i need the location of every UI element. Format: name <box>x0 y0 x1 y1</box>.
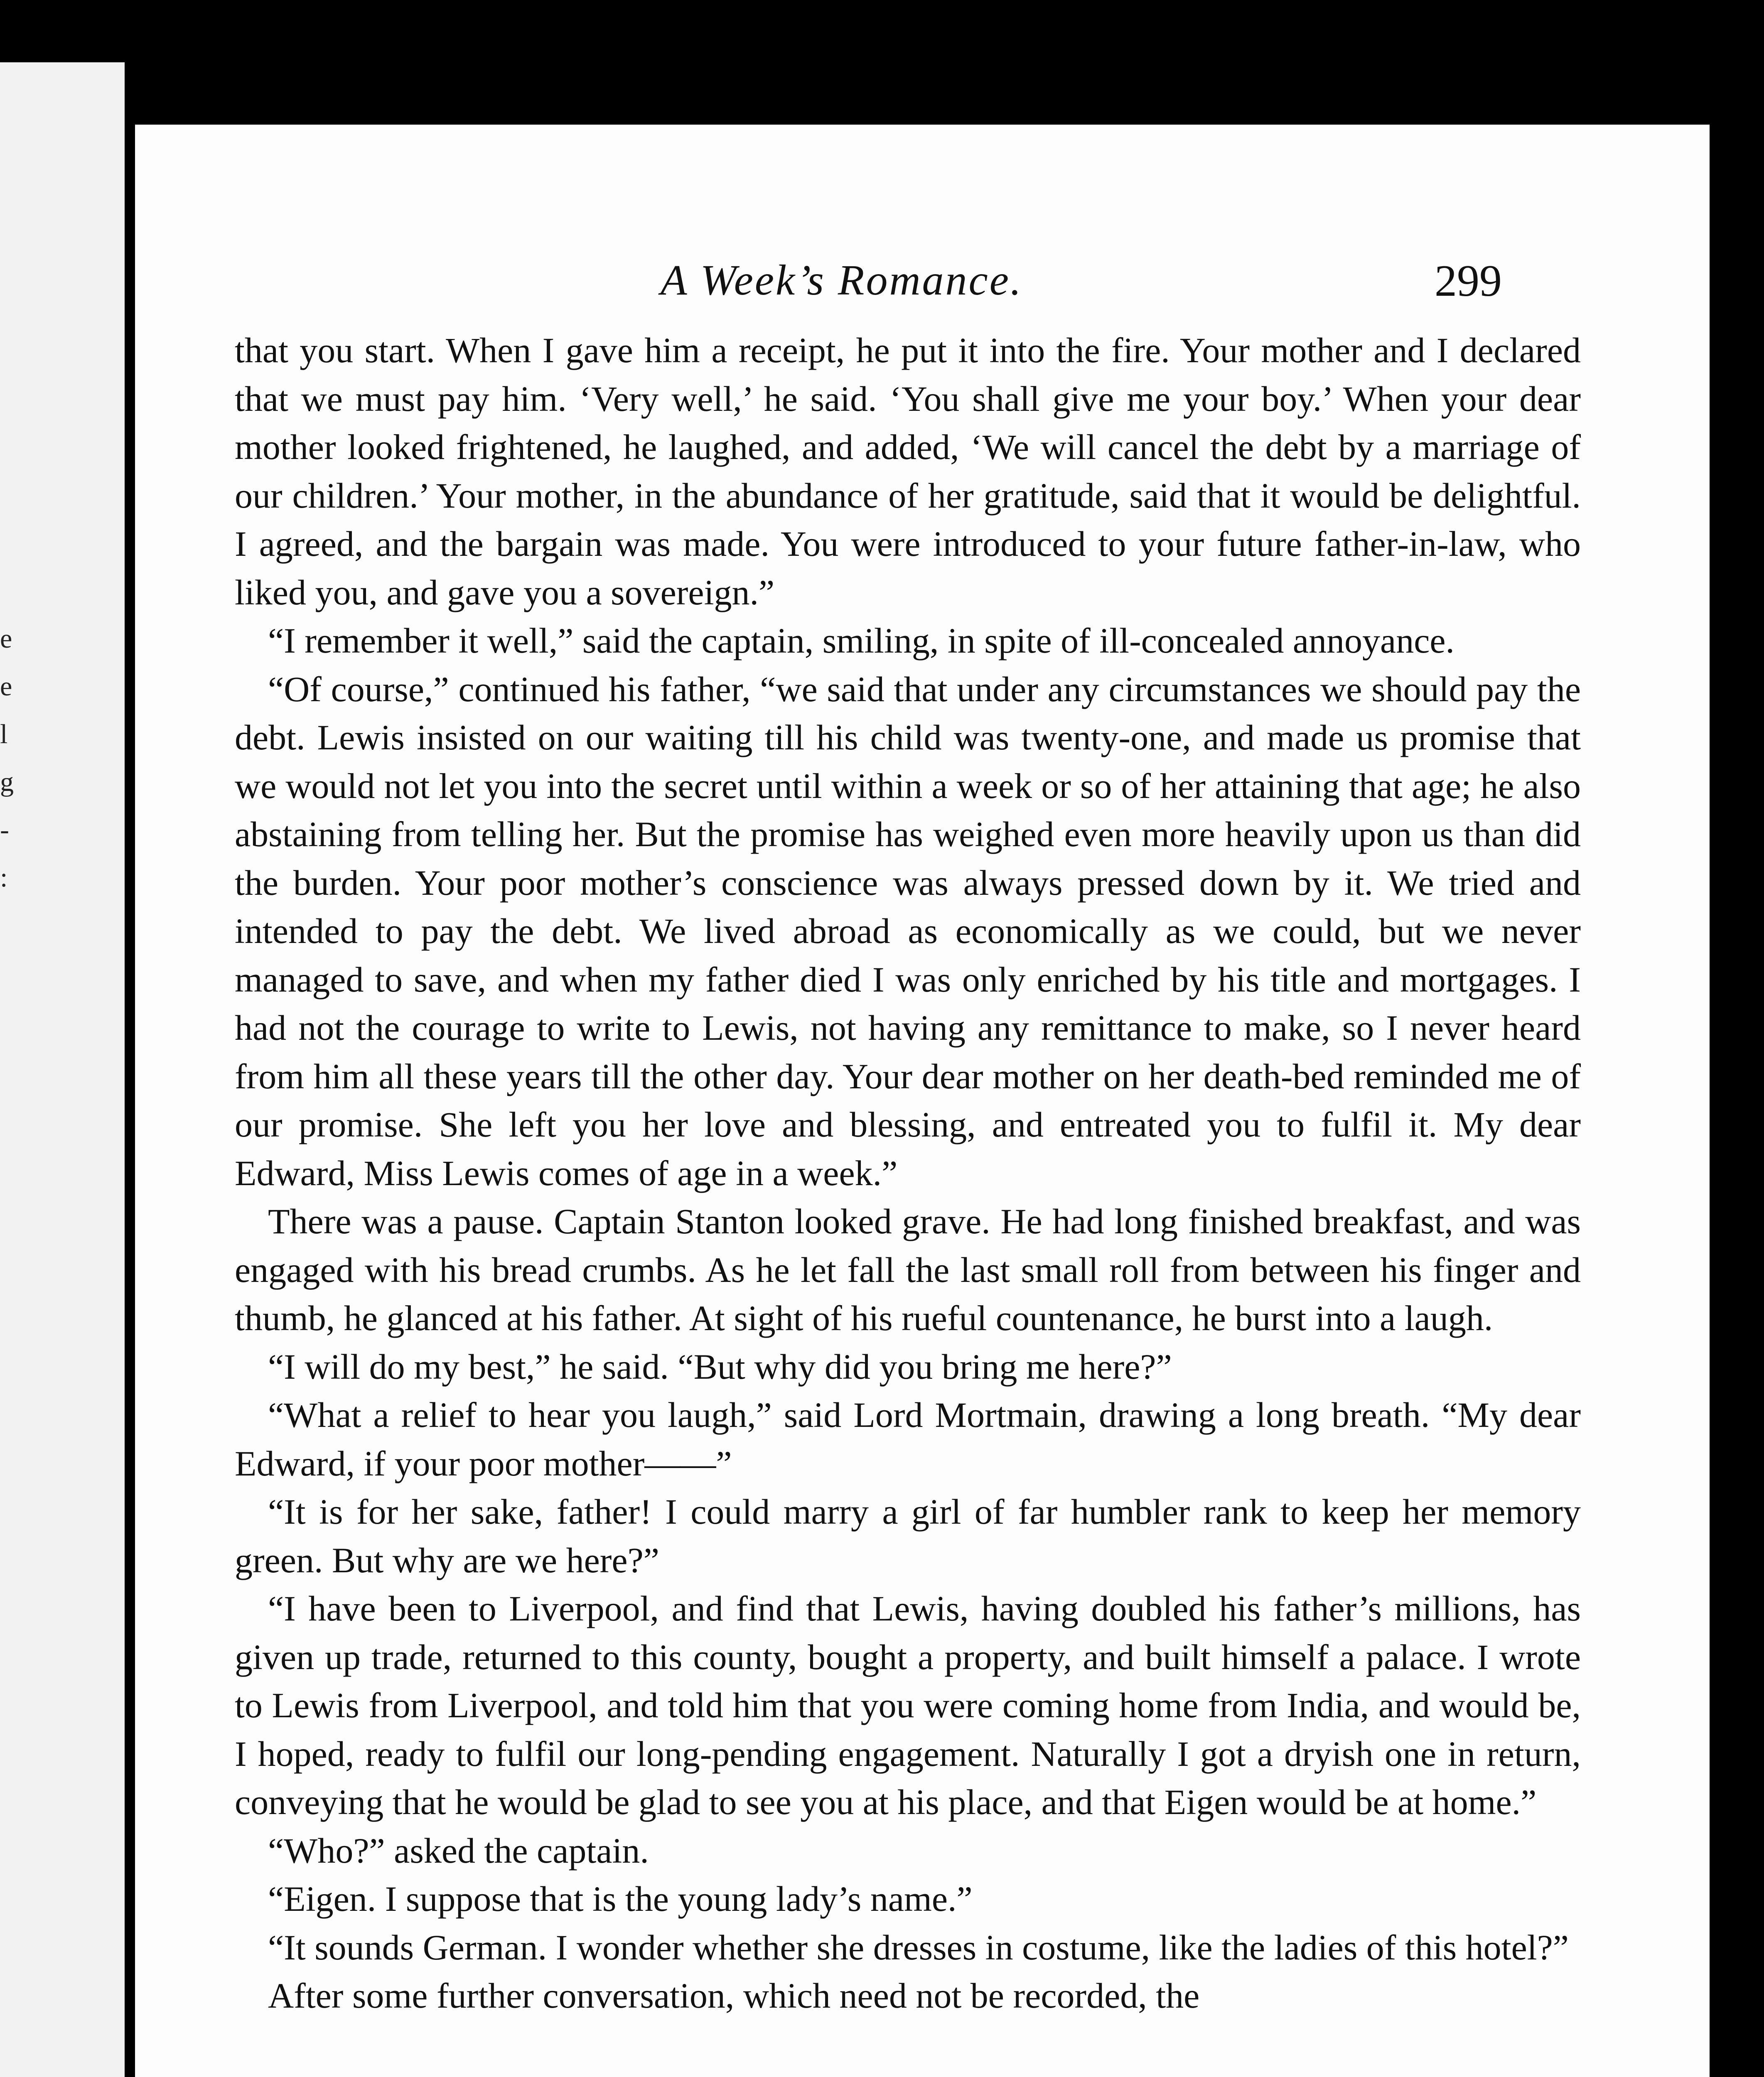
paragraph: “It is for her sake, father! I could marry a girl of far humbler rank to keep her memory green. But why are we here?” <box>235 1492 1581 1580</box>
prev-letter: e <box>0 671 12 702</box>
page-body-text <box>235 326 1581 2020</box>
prev-letter: - <box>0 815 9 845</box>
paragraph: “Who?” asked the captain. <box>268 1830 649 1871</box>
prev-letter: g <box>0 767 14 797</box>
paragraph: “I remember it well,” said the captain, smiling, in spite of ill-concealed annoyance. <box>268 621 1455 660</box>
page-number: 299 <box>1435 256 1502 306</box>
previous-page-edge <box>0 62 125 2077</box>
paragraph: “Eigen. I suppose that is the young lady’s name.” <box>268 1879 973 1919</box>
paragraph: that you start. When I gave him a receipt, he put it into the fire. Your mother and I declared that we must pay him. ‘Very well,’ he said. ‘You shall give me your boy.’ When your dear mother looked frightened, he laughed, and added, ‘We will cancel the debt by a marriage of our children.’ Your mother, in the abundance of her gratitude, said that it would be delightful. I agreed, and the bargain was made. You were introduced to your future father-in-law, who liked you, and gave you a sovereign.” <box>235 330 1581 612</box>
paragraph: “It sounds German. I wonder whether she dresses in costume, like the ladies of this hotel?” <box>268 1927 1569 1967</box>
prev-letter: l <box>0 719 8 749</box>
paragraph: After some further conversation, which need not be recorded, the <box>268 1976 1200 2016</box>
book-page <box>135 125 1710 2077</box>
paragraph: “I will do my best,” he said. “But why did you bring me here?” <box>268 1346 1172 1387</box>
paragraph: “What a relief to hear you laugh,” said Lord Mortmain, drawing a long breath. “My dear Edward, if your poor mother——” <box>235 1395 1581 1483</box>
running-title: A Week’s Romance. <box>661 256 1023 304</box>
previous-page-letters <box>0 615 17 901</box>
paragraph: “Of course,” continued his father, “we said that under any circumstances we should pay the debt. Lewis insisted on our waiting till his child was twenty-one, and made us promise that we would not let you into the secret until within a week or so of her attaining that age; he also abstaining from telling her. But the promise has weighed even more heavily upon us than did the burden. Your poor mother’s conscience was always pressed down by it. We tried and intended to pay the debt. We lived abroad as economically as we could, but we never managed to save, and when my father died I was only enriched by his title and mortgages. I had not the courage to write to Lewis, not having any remittance to make, so I never heard from him all these years till the other day. Your dear mother on her death-bed reminded me of our promise. She left you her love and blessing, and entreated you to fulfil it. My dear Edward, Miss Lewis comes of age in a week.” <box>235 669 1581 1193</box>
running-header <box>135 255 1502 314</box>
prev-letter: : <box>0 862 8 893</box>
paragraph: “I have been to Liverpool, and find that Lewis, having doubled his father’s millions, has given up trade, returned to this county, bought a property, and built himself a palace. I wrote to Lewis from Liverpool, and told him that you were coming home from India, and would be, I hoped, ready to fulfil our long-pending engagement. Naturally I got a dryish one in return, conveying that he would be glad to see you at his place, and that Eigen would be at home.” <box>235 1588 1581 1822</box>
prev-letter: e <box>0 624 12 654</box>
paragraph: There was a pause. Captain Stanton looked grave. He had long finished breakfast, and was engaged with his bread crumbs. As he let fall the last small roll from between his finger and thumb, he glanced at his father. At sight of his rueful countenance, he burst into a laugh. <box>235 1201 1581 1338</box>
